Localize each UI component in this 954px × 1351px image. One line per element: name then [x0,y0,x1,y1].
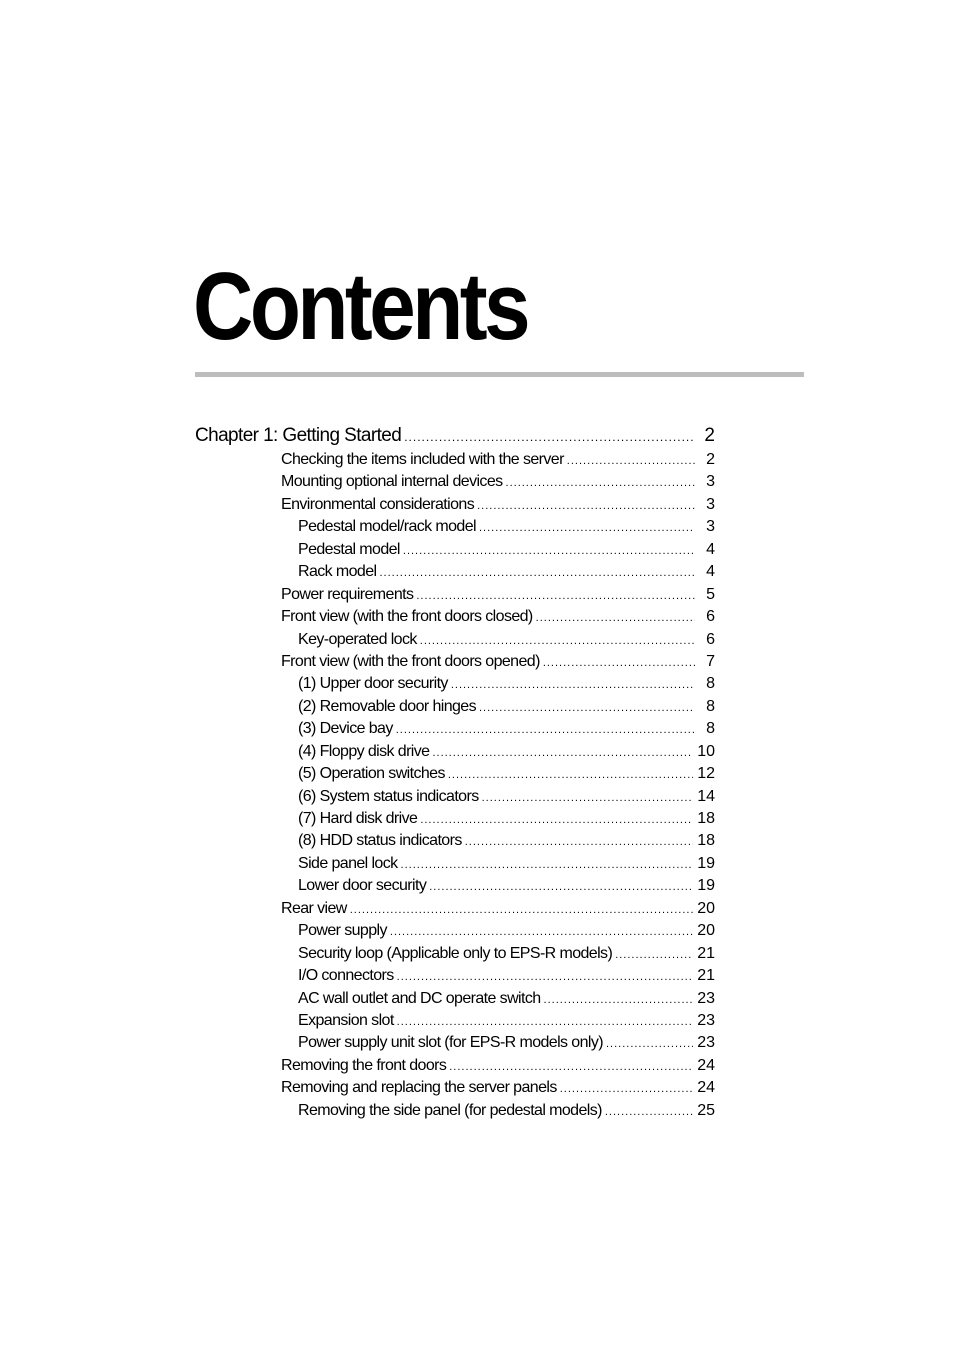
toc-entry-label: (6) System status indicators [298,787,479,805]
dot-leader [350,899,693,921]
dot-leader [560,1078,693,1100]
toc-page-number: 23 [697,1034,715,1052]
toc-entry[interactable] [195,718,715,740]
toc-page-number: 6 [706,630,715,648]
dot-leader [432,742,693,764]
toc-entry-label: Front view (with the front doors closed) [281,608,533,626]
toc-entry[interactable] [195,561,715,583]
toc-entry[interactable] [195,988,715,1010]
toc-entry-label: Pedestal model/rack model [298,518,476,536]
toc-entry[interactable] [195,763,715,785]
toc-entry-label: Side panel lock [298,854,398,872]
toc-entry[interactable] [195,449,715,471]
toc-entry-label: Removing the side panel (for pedestal models) [298,1101,602,1119]
toc-entry-label: Expansion slot [298,1011,394,1029]
toc-page-number: 4 [706,563,715,581]
dot-leader [567,450,695,472]
toc-page-number: 18 [697,810,715,827]
toc-page-number: 23 [697,1011,715,1029]
toc-entry[interactable] [195,1055,715,1077]
dot-leader [477,495,695,517]
dot-leader [606,1033,693,1055]
toc-entry-label: Chapter 1: Getting Started [195,425,402,446]
toc-page-number: 3 [706,518,715,536]
toc-page-number: 20 [697,922,715,940]
toc-entry-label: (7) Hard disk drive [298,810,418,827]
toc-entry-label: Pedestal model [298,540,400,558]
toc-page-number: 19 [697,854,715,872]
dot-leader [605,1101,693,1123]
toc-page-number: 21 [697,967,715,985]
dot-leader [404,424,695,451]
toc-page-number: 2 [706,451,715,468]
dot-leader [615,944,693,966]
dot-leader [401,854,694,876]
toc-entry-label: Power supply unit slot (for EPS-R models only) [298,1034,603,1052]
table-of-contents [195,422,715,1122]
toc-page-number: 23 [697,989,715,1007]
toc-entry-label: (5) Operation switches [298,765,445,783]
dot-leader [543,652,695,674]
toc-entry[interactable] [195,471,715,493]
toc-entry[interactable] [195,1077,715,1099]
dot-leader [397,1011,694,1033]
toc-page-number: 7 [706,652,715,670]
toc-entry-label: (4) Floppy disk drive [298,742,430,760]
toc-entry-label: Checking the items included with the server [281,451,564,468]
toc-entry-label: Rack model [298,563,377,581]
toc-page-number: 3 [706,473,715,491]
toc-entry[interactable] [195,494,715,516]
toc-entry-label: (1) Upper door security [298,675,448,693]
dot-leader [416,585,695,607]
toc-page-number: 24 [697,1079,715,1097]
dot-leader [506,472,695,494]
toc-entry-label: Power supply [298,922,387,940]
dot-leader [390,921,693,943]
toc-page-number: 19 [697,877,715,895]
toc-page-number: 20 [697,899,715,917]
dot-leader [403,540,695,562]
toc-entry[interactable] [195,651,715,673]
page-title: Contents [193,253,528,360]
dot-leader [479,697,695,719]
toc-page-number: 3 [706,495,715,513]
toc-page-number: 21 [697,944,715,962]
toc-entry[interactable] [195,1100,715,1122]
dot-leader [482,787,694,809]
toc-page-number: 24 [697,1056,715,1074]
dot-leader [544,989,694,1011]
toc-entry-label: (8) HDD status indicators [298,832,462,850]
toc-page-number: 6 [706,608,715,626]
dot-leader [420,809,693,831]
dot-leader [465,831,693,853]
dot-leader [379,562,695,584]
toc-page-number: 2 [704,425,715,446]
toc-chapter-entry[interactable] [195,422,715,449]
toc-page-number: 25 [697,1101,715,1119]
dot-leader [536,607,695,629]
dot-leader [449,1056,693,1078]
toc-entry[interactable] [195,539,715,561]
toc-entry-label: Removing the front doors [281,1056,447,1074]
toc-entry[interactable] [195,965,715,987]
toc-entry[interactable] [195,516,715,538]
toc-page-number: 14 [697,787,715,805]
toc-page-number: 8 [706,697,715,715]
toc-entry[interactable] [195,920,715,942]
toc-entry-label: I/O connectors [298,967,394,985]
toc-entry[interactable] [195,898,715,920]
dot-leader [420,630,695,652]
toc-entry[interactable] [195,830,715,852]
toc-entry-label: Power requirements [281,585,414,603]
toc-page-number: 12 [697,765,715,783]
toc-entry[interactable] [195,741,715,763]
toc-entry-label: Environmental considerations [281,495,475,513]
toc-entry-label: AC wall outlet and DC operate switch [298,989,541,1007]
dot-leader [448,764,693,786]
toc-entry[interactable] [195,786,715,808]
dot-leader [451,674,695,696]
toc-entry-label: (3) Device bay [298,720,393,738]
dot-leader [396,719,695,741]
toc-entry[interactable] [195,808,715,830]
toc-entry[interactable] [195,696,715,718]
toc-entry-label: Lower door security [298,877,427,895]
toc-page-number: 4 [706,540,715,558]
dot-leader [397,966,694,988]
toc-entry[interactable] [195,875,715,897]
dot-leader [479,517,695,539]
toc-entry[interactable] [195,629,715,651]
toc-entry[interactable] [195,1010,715,1032]
toc-entry-label: Key-operated lock [298,630,417,648]
toc-page-number: 10 [697,742,715,760]
toc-entry-label: (2) Removable door hinges [298,697,476,715]
toc-page-number: 5 [706,585,715,603]
toc-entry[interactable] [195,673,715,695]
toc-entry-label: Mounting optional internal devices [281,473,503,491]
toc-entry[interactable] [195,584,715,606]
toc-entry[interactable] [195,606,715,628]
toc-entry[interactable] [195,943,715,965]
dot-leader [429,876,693,898]
toc-entry[interactable] [195,1032,715,1054]
toc-page-number: 8 [706,675,715,693]
title-divider [195,372,804,377]
toc-entry-label: Security loop (Applicable only to EPS-R models) [298,944,613,962]
toc-entry[interactable] [195,853,715,875]
toc-page-number: 8 [706,720,715,738]
toc-entry-label: Rear view [281,899,347,917]
toc-page-number: 18 [697,832,715,850]
toc-entry-label: Front view (with the front doors opened) [281,652,540,670]
toc-entry-label: Removing and replacing the server panels [281,1079,557,1097]
